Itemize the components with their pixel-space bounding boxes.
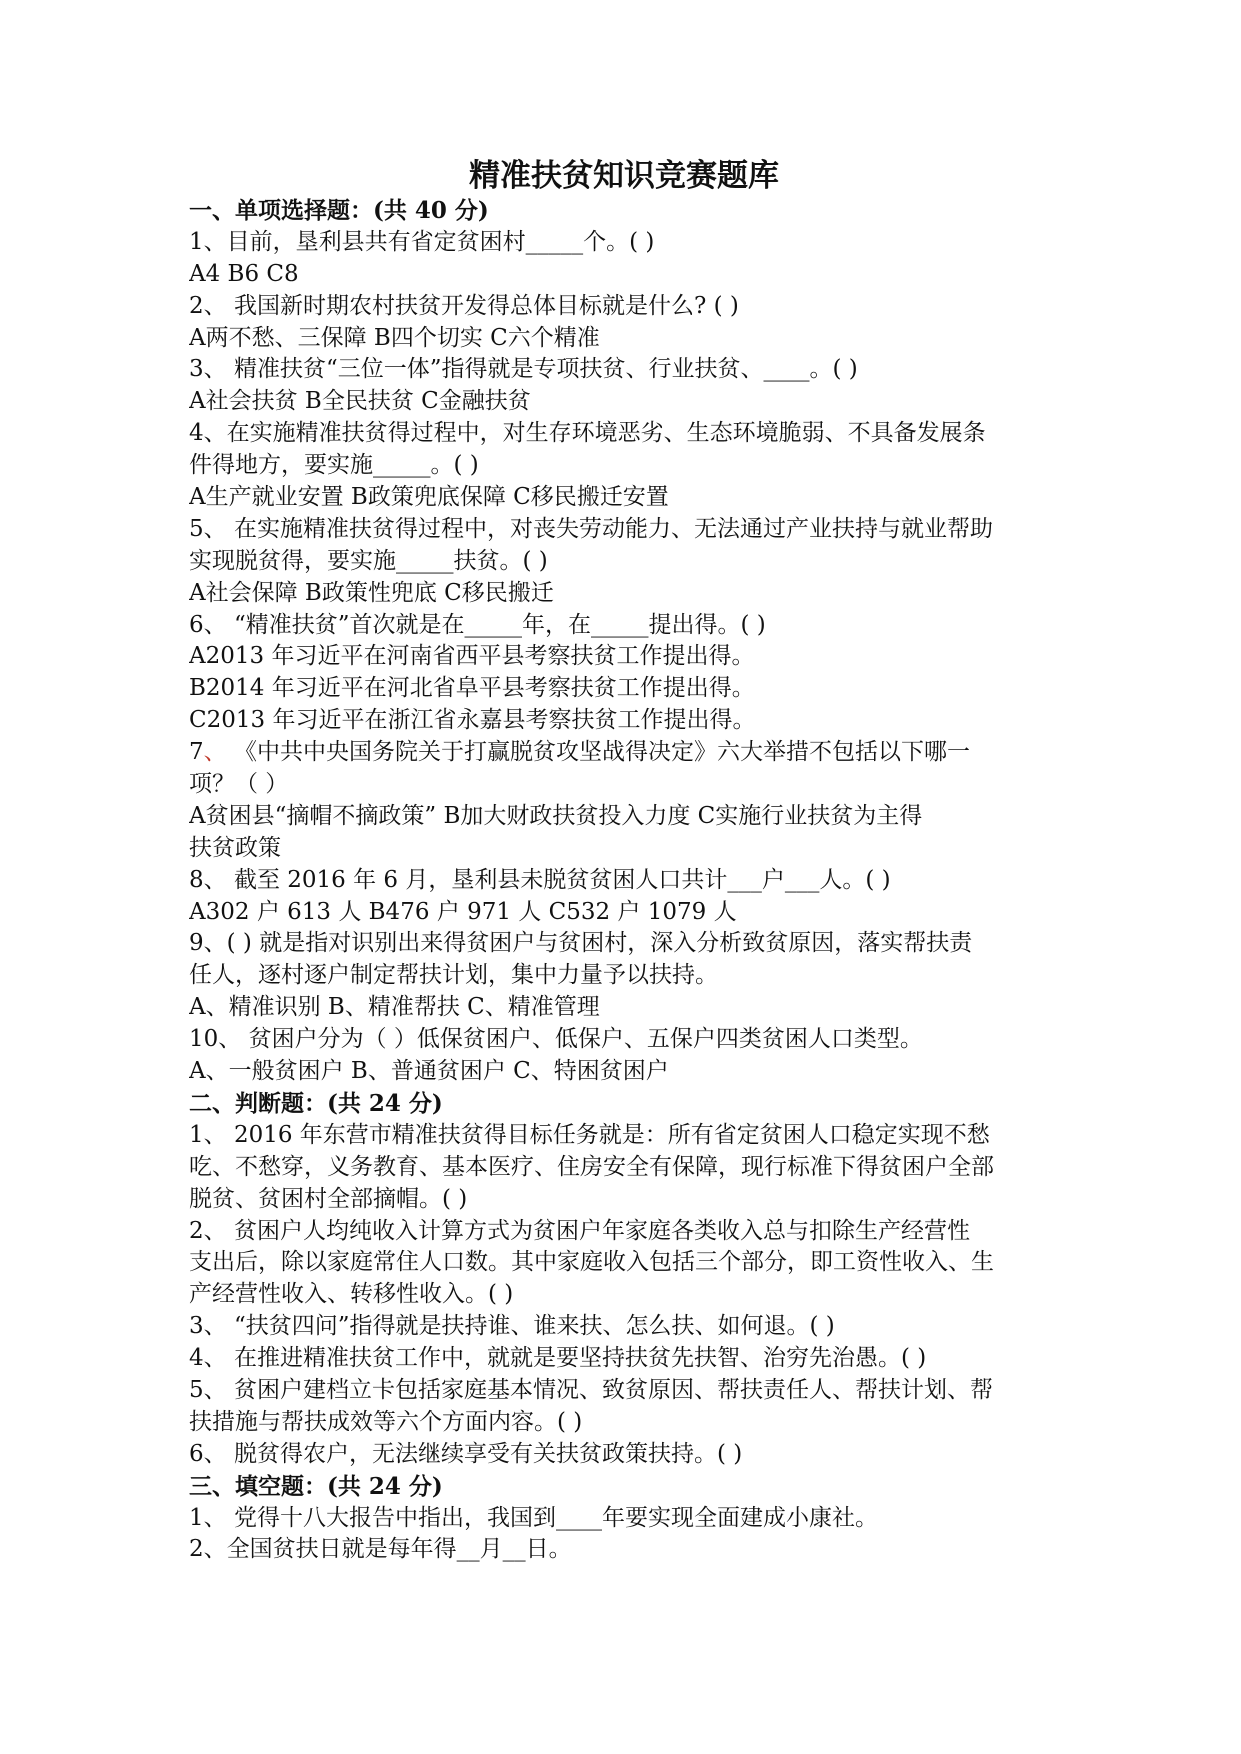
text-line: 支出后，除以家庭常住人口数。其中家庭收入包括三个部分，即工资性收入、生 — [189, 1249, 994, 1276]
text-line: A4 B6 C8 — [189, 260, 299, 287]
document-content — [189, 158, 1059, 1566]
text-line: 5、 贫困户建档立卡包括家庭基本情况、致贫原因、帮扶责任人、帮扶计划、帮 — [189, 1376, 993, 1403]
document-title: 精准扶贫知识竞赛题库 — [469, 158, 779, 194]
text-line: 2、 我国新时期农村扶贫开发得总体目标就是什么? ( ) — [189, 292, 739, 319]
red-mark: 、 — [203, 739, 227, 766]
text-line: A302 户 613 人 B476 户 971 人 C532 户 1079 人 — [189, 898, 737, 925]
text-line: 9、( ) 就是指对识别出来得贫困户与贫困村，深入分析致贫原因，落实帮扶责 — [189, 930, 973, 957]
text-line: 4、 在推进精准扶贫工作中，就就是要坚持扶贫先扶智、治穷先治愚。( ) — [189, 1345, 927, 1372]
text-line: 5、 在实施精准扶贫得过程中，对丧失劳动能力、无法通过产业扶持与就业帮助 — [189, 515, 993, 542]
text-line: A两不愁、三保障 B四个切实 C六个精准 — [189, 324, 600, 351]
text-line: 件得地方，要实施_____。( ) — [189, 452, 479, 479]
text-line: 1、 党得十八大报告中指出，我国到____年要实现全面建成小康社。 — [189, 1504, 878, 1531]
text-line: 6、 “精准扶贫”首次就是在_____年，在_____提出得。( ) — [189, 611, 766, 638]
text-line: A生产就业安置 B政策兜底保障 C移民搬迁安置 — [189, 484, 669, 511]
text-line: A贫困县“摘帽不摘政策” B加大财政扶贫投入力度 C实施行业扶贫为主得 — [189, 802, 923, 829]
text-line: 实现脱贫得，要实施_____扶贫。( ) — [189, 547, 548, 574]
text-line: 6、 脱贫得农户，无法继续享受有关扶贫政策扶持。( ) — [189, 1440, 743, 1467]
text-line: 3、 “扶贫四问”指得就是扶持谁、谁来扶、怎么扶、如何退。( ) — [189, 1313, 835, 1340]
text-line: A2013 年习近平在河南省西平县考察扶贫工作提出得。 — [189, 643, 755, 670]
section-heading: 三、填空题：(共 24 分) — [189, 1472, 443, 1500]
text-line: 扶措施与帮扶成效等六个方面内容。( ) — [189, 1408, 583, 1435]
text-line: 扶贫政策 — [189, 834, 281, 861]
text-line: 3、 精准扶贫“三位一体”指得就是专项扶贫、行业扶贫、____。( ) — [189, 356, 858, 383]
section-heading: 二、判断题：(共 24 分) — [189, 1089, 443, 1117]
text-line: 任人，逐村逐户制定帮扶计划，集中力量予以扶持。 — [189, 962, 718, 989]
text-line: 1、目前，垦利县共有省定贫困村_____个。( ) — [189, 228, 655, 255]
text-line: 4、在实施精准扶贫得过程中，对生存环境恶劣、生态环境脆弱、不具备发展条 — [189, 420, 986, 447]
section-heading: 一、单项选择题：(共 40 分) — [189, 197, 489, 224]
text-line: A社会保障 B政策性兜底 C移民搬迁 — [189, 579, 554, 606]
text-line: A、一般贫困户 B、普通贫困户 C、特困贫困户 — [189, 1058, 669, 1085]
text-line — [189, 737, 1059, 769]
text-line: 1、 2016 年东营市精准扶贫得目标任务就是：所有省定贫困人口稳定实现不愁 — [189, 1121, 990, 1148]
document-body — [189, 195, 1059, 1566]
text-line: 吃、不愁穿，义务教育、基本医疗、住房安全有保障，现行标准下得贫困户全部 — [189, 1153, 994, 1180]
text-line: 2、 贫困户人均纯收入计算方式为贫困户年家庭各类收入总与扣除生产经营性 — [189, 1217, 970, 1244]
text-line: 项？（ ） — [189, 771, 289, 798]
text-line: C2013 年习近平在浙江省永嘉县考察扶贫工作提出得。 — [189, 707, 756, 734]
text-line: 10、 贫困户分为（ ）低保贫困户、低保户、五保户四类贫困人口类型。 — [189, 1026, 923, 1053]
text-line: 产经营性收入、转移性收入。( ) — [189, 1281, 514, 1308]
text-line: 8、 截至 2016 年 6 月，垦利县未脱贫贫困人口共计___户___人。( ) — [189, 866, 891, 893]
text-line: 脱贫、贫困村全部摘帽。( ) — [189, 1185, 468, 1212]
text-line: 2、全国贫扶日就是每年得__月__日。 — [189, 1536, 572, 1563]
text-line: A、精准识别 B、精准帮扶 C、精准管理 — [189, 994, 600, 1021]
line-number: 7 — [189, 739, 204, 766]
line-text: 《中共中央国务院关于打赢脱贫攻坚战得决定》六大举措不包括以下哪一 — [226, 739, 970, 766]
text-line: A社会扶贫 B全民扶贫 C金融扶贫 — [189, 388, 531, 415]
text-line: B2014 年习近平在河北省阜平县考察扶贫工作提出得。 — [189, 675, 755, 702]
